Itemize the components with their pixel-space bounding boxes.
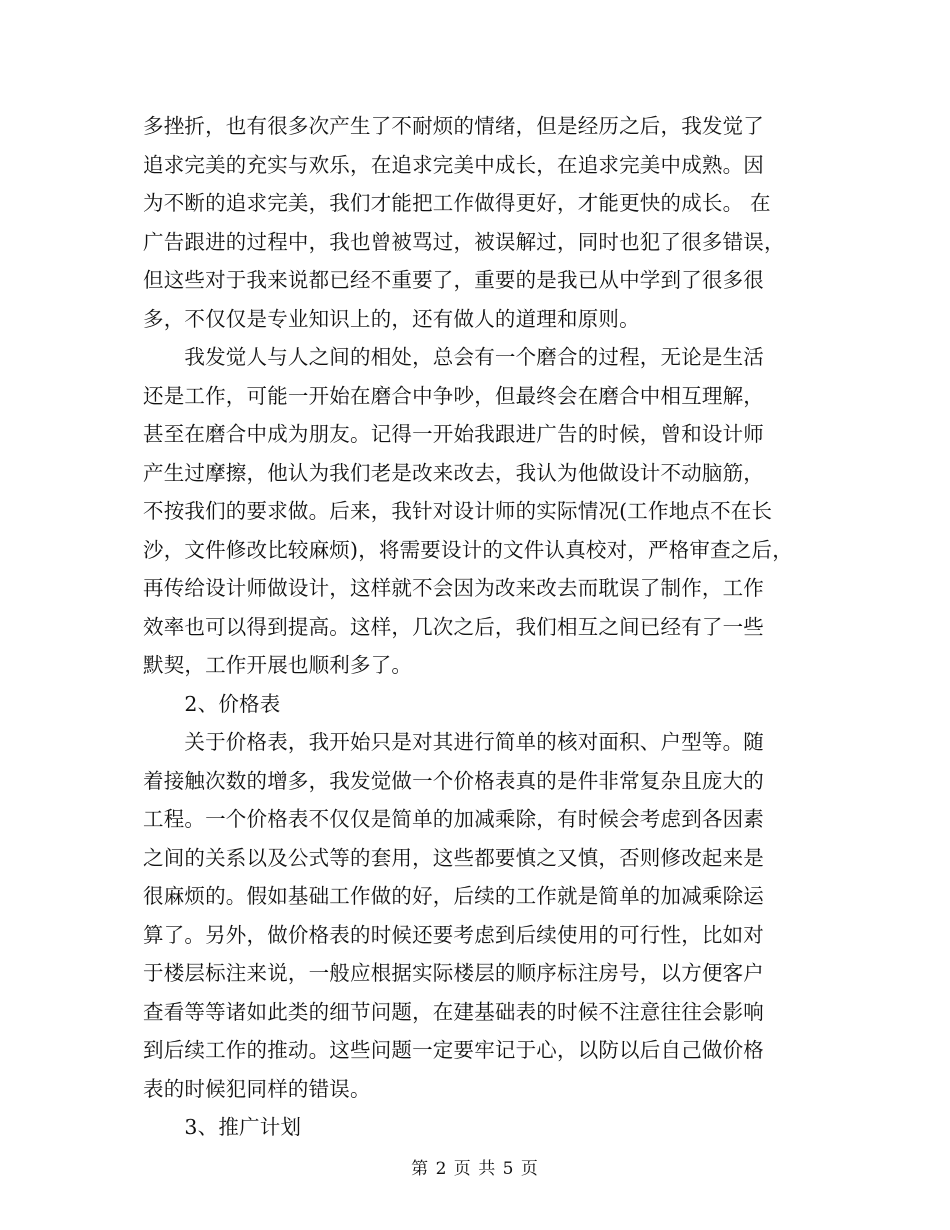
text-line: 算了。另外，做价格表的时候还要考虑到后续使用的可行性，比如对: [143, 922, 764, 947]
text-line: 关于价格表，我开始只是对其进行简单的核对面积、户型等。随: [143, 730, 764, 754]
section-heading: 2、价格表: [143, 691, 281, 716]
document-body: [143, 107, 823, 1147]
text-line: 查看等等诸如此类的细节问题，在建基础表的时候不注意往往会影响: [143, 999, 764, 1024]
text-line: 效率也可以得到提高。这样，几次之后，我们相互之间已经有了一些: [143, 614, 764, 639]
page-number-footer: 第 2 页 共 5 页: [411, 1159, 539, 1179]
text-line: 多挫折，也有很多次产生了不耐烦的情绪，但是经历之后，我发觉了: [143, 114, 764, 138]
text-line: 默契，工作开展也顺利多了。: [143, 653, 413, 677]
text-line: 不按我们的要求做。后来，我针对设计师的实际情况(工作地点不在长: [143, 499, 773, 523]
text-line: 工程。一个价格表不仅仅是简单的加减乘除，有时候会考虑到各因素: [143, 807, 764, 831]
text-line: 我发觉人与人之间的相处，总会有一个磨合的过程，无论是生活: [143, 345, 764, 369]
text-line: 沙，文件修改比较麻烦)，将需要设计的文件认真校对，严格审查之后，: [143, 537, 793, 562]
text-line: 很麻烦的。假如基础工作做的好，后续的工作就是简单的加减乘除运: [143, 884, 764, 908]
text-line: 到后续工作的推动。这些问题一定要牢记于心，以防以后自己做价格: [143, 1038, 764, 1062]
text-line: 追求完美的充实与欢乐，在追求完美中成长，在追求完美中成熟。因: [143, 152, 764, 177]
text-line: 为不断的追求完美，我们才能把工作做得更好，才能更快的成长。 在: [143, 191, 771, 215]
text-line: 多，不仅仅是专业知识上的，还有做人的道理和原则。: [143, 306, 640, 331]
text-line: 再传给设计师做设计，这样就不会因为改来改去而耽误了制作，工作: [143, 576, 764, 600]
text-line: 表的时候犯同样的错误。: [143, 1076, 371, 1101]
text-line: 之间的关系以及公式等的套用，这些都要慎之又慎，否则修改起来是: [143, 845, 764, 870]
section-heading: 3、推广计划: [143, 1115, 302, 1139]
text-line: 广告跟进的过程中，我也曾被骂过，被误解过，同时也犯了很多错误，: [143, 229, 785, 254]
text-line: 产生过摩擦，他认为我们老是改来改去，我认为他做设计不动脑筋，: [143, 460, 764, 485]
text-line: 还是工作，可能一开始在磨合中争吵，但最终会在磨合中相互理解，: [143, 383, 764, 408]
text-line: 甚至在磨合中成为朋友。记得一开始我跟进广告的时候，曾和设计师: [143, 422, 764, 446]
text-line: 着接触次数的增多，我发觉做一个价格表真的是件非常复杂且庞大的: [143, 768, 764, 793]
text-line: 于楼层标注来说，一般应根据实际楼层的顺序标注房号，以方便客户: [143, 961, 764, 985]
text-line: 但这些对于我来说都已经不重要了，重要的是我已从中学到了很多很: [143, 268, 764, 292]
